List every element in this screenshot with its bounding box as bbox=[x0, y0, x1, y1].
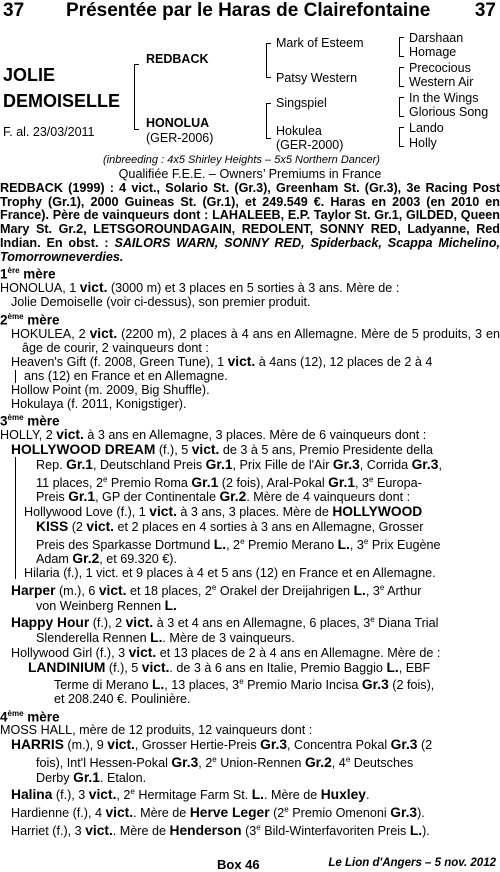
inbreeding-note: (inbreeding : 4x5 Shirley Heights – 5x5 Northern Dancer) bbox=[103, 154, 380, 166]
ddd: Holly bbox=[409, 136, 437, 150]
moss-hall-line: MOSS HALL, mère de 12 produits, 12 vainqueurs dont : bbox=[0, 723, 313, 738]
bracket-ds bbox=[399, 97, 404, 117]
hl-para: Hollywood Love (f.), 1 vict. à 3 ans, 3 places. Mère de HOLLYWOOD KISS (2 vict. et 2 places en 4 sorties à 3 ans en Allemagne, Grosser Preis des Sparkasse Dortmund L., 2e Premio Merano L., 3e Prix Eugène Adam Gr.2, et 69.320 €). bbox=[24, 504, 441, 567]
bracket-gen1 bbox=[134, 64, 139, 130]
happy-hour-para: Happy Hour (f.), 2 vict. à 3 et 4 ans en Allemagne, 6 places, 3e Diana Trial Slenderella Rennen L.. Mère de 3 vainqueurs. bbox=[11, 615, 439, 646]
sire-dam: Patsy Western bbox=[276, 71, 358, 85]
sire-paragraph bbox=[0, 182, 500, 264]
sire-obst: SAILORS WARN, SONNY RED, Spiderback, Scappa Michelino, Tomorrowneverdies. bbox=[0, 235, 500, 264]
page-title: Présentée par le Haras de Clairefontaine bbox=[66, 0, 431, 21]
dsd: Glorious Song bbox=[409, 105, 489, 119]
dam-dam: Hokulea bbox=[276, 124, 322, 138]
sds: Precocious bbox=[409, 61, 471, 75]
halina-line: Halina (f.), 3 vict., 2e Hermitage Farm St. L.. Mère de Huxley. bbox=[11, 787, 370, 803]
bracket-sire bbox=[266, 43, 271, 78]
bracket-ss bbox=[399, 37, 404, 57]
section-4eme-mere: 4ème mère bbox=[0, 709, 60, 725]
hokulaya-line: Hokulaya (f. 2011, Konigstiger). bbox=[11, 396, 187, 411]
sdd: Western Air bbox=[409, 75, 474, 89]
sss: Darshaan bbox=[409, 31, 464, 45]
horse-info: F. al. 23/03/2011 bbox=[3, 125, 95, 139]
hardienne-line: Hardienne (f.), 4 vict.. Mère de Herve Leger (2e Premio Omenoni Gr.3). bbox=[11, 805, 425, 821]
ssd: Homage bbox=[409, 45, 457, 59]
honolua-line: HONOLUA, 1 vict. (3000 m) et 3 places en 5 sorties à 3 ans. Mère de : bbox=[0, 280, 400, 296]
horse-name-line2: DEMOISELLE bbox=[3, 91, 121, 111]
hd-para: HOLLYWOOD DREAM (f.), 5 vict. de 3 à 5 ans, Premio Presidente della Rep. Gr.1, Deutschland Preis Gr.1, Prix Fille de l'Air Gr.3, Corrida Gr.3, 11 places, 2e Premio Roma Gr.1 (2 fois), Aral-Pokal Gr.1, 3e Europa- Preis Gr.1, GP der Continentale Gr.2. Mère de 4 vainqueurs dont : bbox=[11, 442, 442, 505]
box-number: Box 46 bbox=[217, 857, 260, 872]
hokulea-para: HOKULEA, 2 vict. (2200 m), 2 places à 4 ans en Allemagne. Mère de 5 produits, 3 en âge de courir, 2 vainqueurs dont : bbox=[11, 326, 500, 355]
harper-para: Harper (m.), 6 vict. et 18 places, 2e Orakel der Dreijahrigen L., 3e Arthur von Weinberg Rennen L. bbox=[11, 582, 422, 613]
bar bbox=[15, 457, 16, 579]
lot-number: 37 bbox=[3, 0, 25, 21]
sire-text: Solario St. (Gr.3), Greenham St. (Gr.3), 3e Racing Post Trophy (Gr.1), 2000 Guineas St. (Gr.1), et 249.549 €. Haras en 2003 (en 2010 en France). Père de vainqueurs dont : LAHALEEB, E.P. Taylor St. Gr.1, GILDED, Queen Mary St. Gr.2, LETSGOROUNDAGAIN, REDOLENT, SONNY RED, Ladyanne, Red Indian. En obst. : bbox=[0, 181, 500, 250]
section-1ere-mere: 1ère mère bbox=[0, 266, 56, 282]
honolua-produce: Jolie Demoiselle (voir ci-dessus), son premier produit. bbox=[11, 295, 311, 310]
dam-dam-country: (GER-2000) bbox=[276, 138, 344, 152]
sire-name-bold: REDBACK (1999) : 4 vict., bbox=[0, 181, 161, 195]
dam-sire: Singspiel bbox=[276, 96, 327, 110]
pedigree-text bbox=[0, 182, 500, 839]
hilaria-line: Hilaria (f.), 1 vict. et 9 places à 4 et 5 ans (12) en France et en Allemagne. bbox=[24, 566, 436, 581]
dam-name: HONOLUA bbox=[146, 116, 210, 130]
qualification: Qualifiée F.E.E. – Owners’ Premiums in France bbox=[118, 167, 382, 181]
hollow-line: Hollow Point (m. 2009, Big Shuffle). bbox=[11, 382, 210, 397]
bracket-dam bbox=[266, 103, 271, 139]
bracket-sd bbox=[399, 67, 404, 87]
hollywood-dream-block bbox=[0, 443, 500, 581]
event-footer: Le Lion d'Angers – 5 nov. 2012 bbox=[328, 857, 496, 869]
dam-country: (GER-2006) bbox=[146, 131, 214, 145]
bar bbox=[15, 370, 16, 383]
section-2eme-mere: 2ème mère bbox=[0, 311, 60, 328]
harriet-line: Harriet (f.), 3 vict.. Mère de Henderson (3e Bild-Winterfavoriten Preis L.). bbox=[11, 823, 430, 839]
lot-number-right: 37 bbox=[474, 0, 496, 21]
bracket-dd bbox=[399, 127, 404, 147]
harris-para: HARRIS (m.), 9 vict., Grosser Hertie-Preis Gr.3, Concentra Pokal Gr.3 (2 fois), Int'l Hessen-Pokal Gr.3, 2e Union-Rennen Gr.2, 4e Deutsches Derby Gr.1. Etalon. bbox=[11, 736, 433, 785]
section-3eme-mere: 3ème mère bbox=[0, 413, 60, 429]
dds: Lando bbox=[409, 121, 444, 135]
sire-name: REDBACK bbox=[146, 52, 209, 66]
horse-name-line1: JOLIE bbox=[3, 65, 56, 85]
hollywood-girl-line: Hollywood Girl (f.), 3 vict. et 13 places de 2 à 4 ans en Allemagne. Mère de : bbox=[11, 645, 441, 661]
sire-sire: Mark of Esteem bbox=[276, 36, 364, 50]
heaven-para: Heaven's Gift (f. 2008, Green Tune), 1 vict. à 4ans (12), 12 places de 2 à 4 ans (12) en France et en Allemagne. bbox=[11, 354, 433, 384]
dss: In the Wings bbox=[409, 91, 479, 105]
holly-line: HOLLY, 2 vict. à 3 ans en Allemagne, 3 places. Mère de 6 vainqueurs dont : bbox=[0, 427, 427, 443]
landinium-para: LANDINIUM (f.), 5 vict.. de 3 à 6 ans en Italie, Premio Baggio L., EBF Terme di Merano L., 13 places, 3e Premio Mario Incisa Gr.3 (2 fois), et 208.240 €. Poulinière. bbox=[28, 659, 435, 707]
